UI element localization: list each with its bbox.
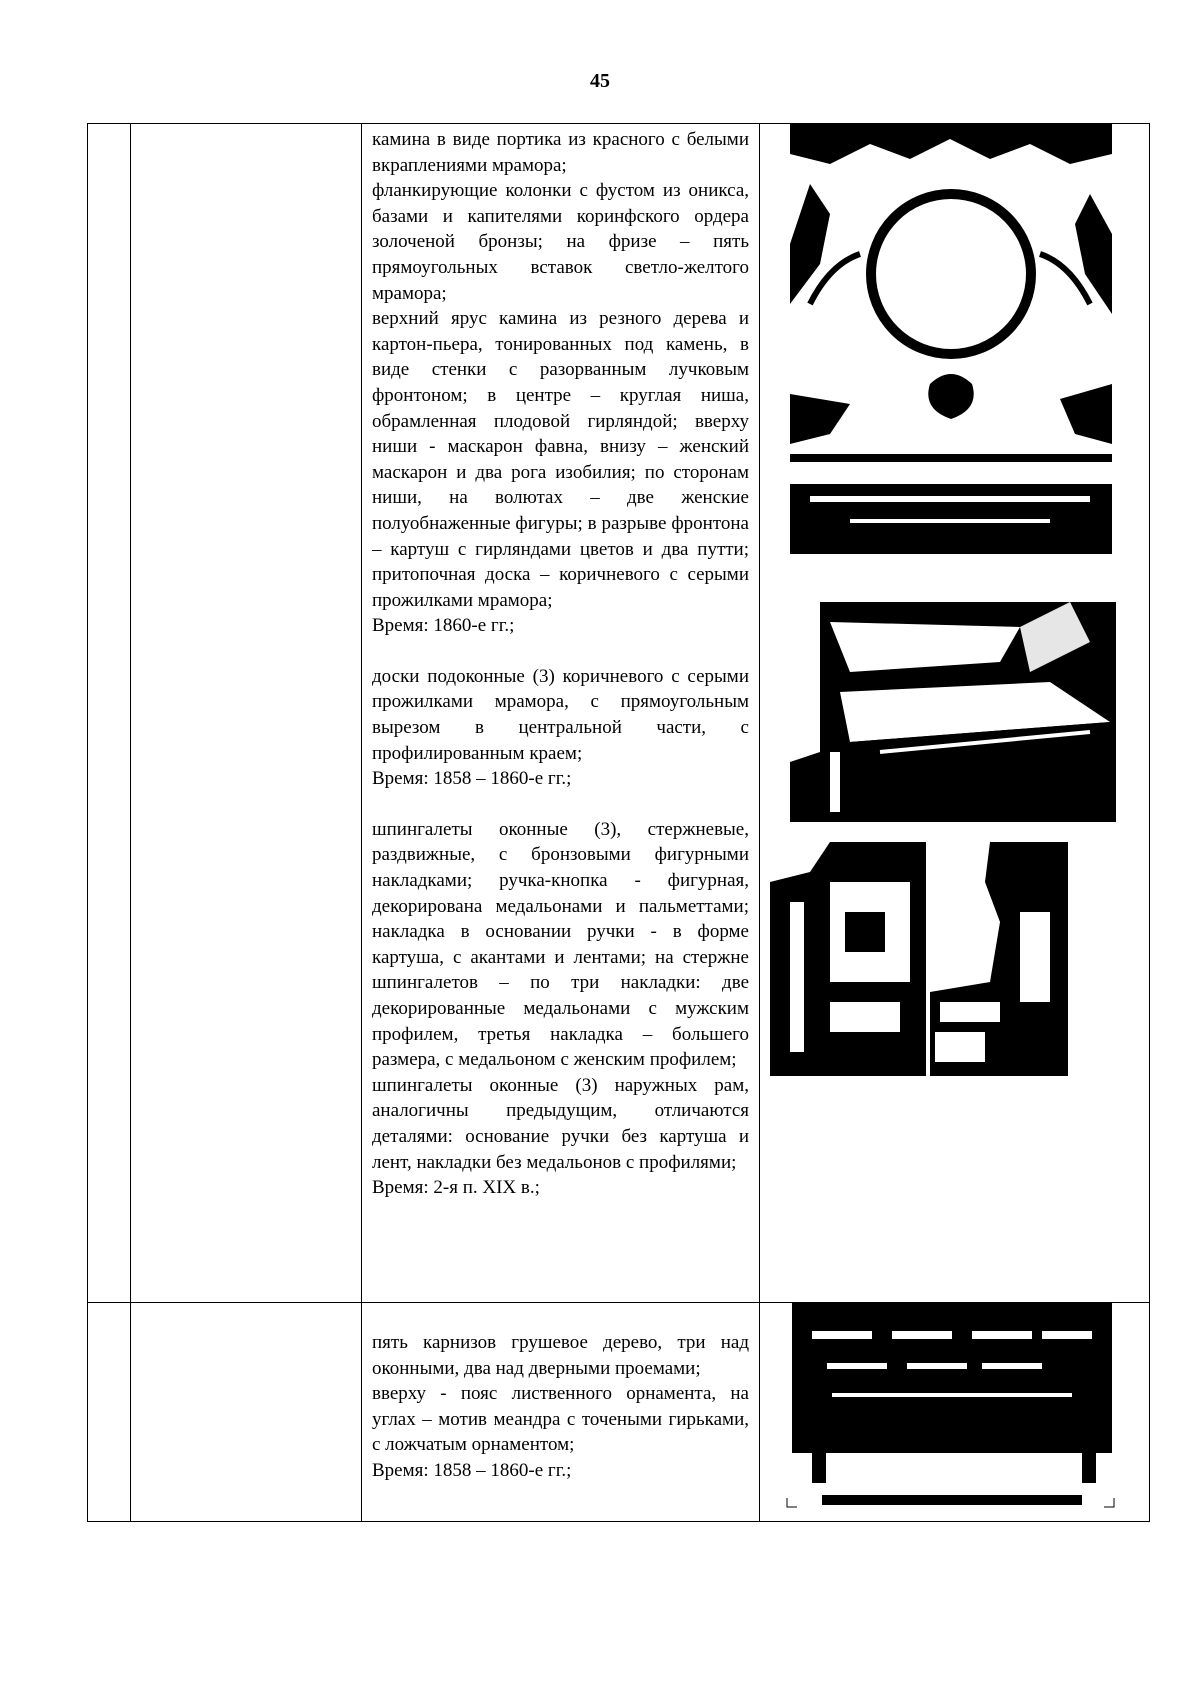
- espagnolette-photo-right: [930, 842, 1068, 1076]
- number-cell: [88, 1303, 131, 1522]
- table-row: [88, 1303, 1150, 1522]
- photo-cell: [760, 1303, 1150, 1522]
- description-line: вверху - пояс лиственного орнамента, на углах – мотив меандра с точеными гирьками, с ложчатым орнаментом;: [372, 1383, 749, 1456]
- description-cell: [362, 124, 760, 1303]
- description-line: доски подоконные (3) коричневого с серыми прожилками мрамора, с прямоугольным вырезом в центральной части, с профилированным краем;: [372, 665, 749, 764]
- number-cell: [88, 124, 131, 1303]
- description-line: шпингалеты оконные (3), стержневые, раздвижные, с бронзовыми фигурными накладками; ручка-кнопка - фигурная, декорирована медальонами и пальметтами; накладка в основании ручки - в форме картуша, с акантами и лентами; на стержне шпингалетов – по три накладки: две декорированные медальонами с мужским профилем, третья накладка – большего размера, с медальоном с женским профилем;: [372, 818, 749, 1071]
- cornice-photo: [782, 1303, 1119, 1511]
- table-row: [88, 124, 1150, 1303]
- name-cell: [131, 1303, 362, 1522]
- time-line: Время: 1858 – 1860-е гг.;: [372, 768, 572, 790]
- time-line: Время: 2-я п. XIX в.;: [372, 1177, 540, 1199]
- description-line: шпингалеты оконные (3) наружных рам, аналогичны предыдущим, отличаются деталями: основание ручки без картуша и лент, накладки без медальонов с профилями;: [372, 1074, 749, 1173]
- time-line: Время: 1860-е гг.;: [372, 615, 515, 637]
- description-cell: [362, 1303, 760, 1522]
- page-number: 45: [590, 70, 610, 92]
- name-cell: [131, 124, 362, 1303]
- windowsill-photo: [790, 602, 1116, 822]
- description-line: верхний ярус камина из резного дерева и картон-пьера, тонированных под камень, в виде стенки с разорванным лучковым фронтоном; в центре – круглая ниша, обрамленная плодовой гирляндой; вверху ниши - маскарон фавна, внизу – женский маскарон и два рога изобилия; по сторонам ниши, на волютах – две женские полуобнаженные фигуры; в разрыве фронтона – картуш с гирляндами цветов и два путти; притопочная доска – коричневого с серыми прожилками мрамора;: [372, 308, 749, 611]
- photo-cell: [760, 124, 1150, 1303]
- description-line: камина в виде портика из красного с белыми вкраплениями мрамора;: [372, 129, 749, 176]
- description-line: пять карнизов грушевое дерево, три над оконными, два над дверными проемами;: [372, 1332, 749, 1379]
- espagnolette-photo-left: [770, 842, 926, 1076]
- time-line: Время: 1858 – 1860-е гг.;: [372, 1459, 572, 1481]
- inventory-table: [87, 123, 1150, 1522]
- description-line: фланкирующие колонки с фустом из оникса, базами и капителями коринфского ордера золоченой бронзы; на фризе – пять прямоугольных вставок светло-желтого мрамора;: [372, 180, 749, 304]
- fireplace-photo: [790, 124, 1112, 554]
